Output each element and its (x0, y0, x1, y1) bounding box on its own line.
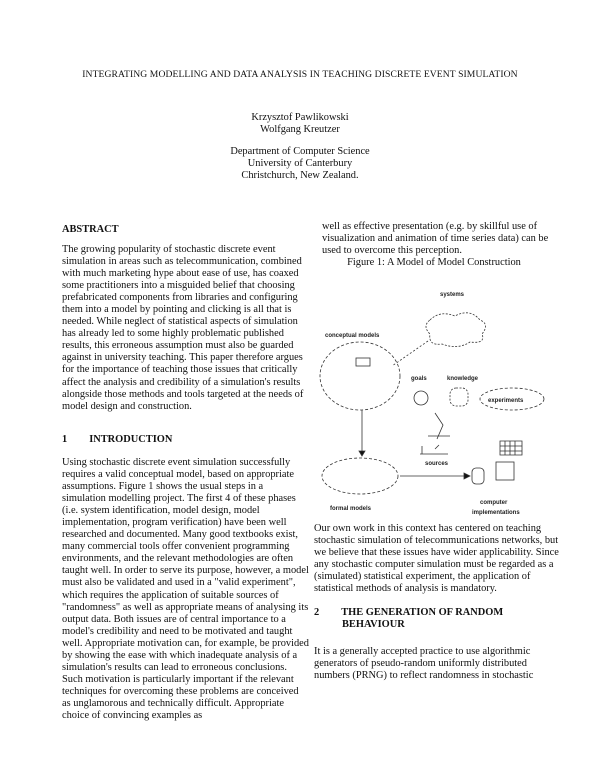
text-line: needed. While neglect of statistical aspects of simulation (62, 316, 298, 328)
text-line: them into a model by pointing and clicking is all that is (62, 304, 292, 316)
affiliation (0, 146, 600, 182)
text-line: taught well. In order to serve its purpose, however, a model (62, 565, 309, 577)
affiliation-line: University of Canterbury (247, 158, 353, 170)
text-line: "randomness" as well as appropriate means of analysing its (62, 601, 309, 613)
text-line: we believe that these issues have wider applicability. Since (314, 547, 559, 559)
right-top-text (322, 221, 548, 257)
label-systems: systems (440, 292, 465, 298)
text-line: which requires the application of suitable sources of (62, 589, 279, 601)
text-line: model's credibility and need to be motivated and taught (62, 625, 293, 637)
text-line: simulation in areas such as telecommunication, combined (62, 256, 302, 268)
label-conceptual-models: conceptual models (325, 333, 380, 339)
systems-cloud-icon (426, 313, 486, 347)
text-line: against in university teaching. This paper therefore argues (62, 352, 303, 364)
text-line: alongside those methods and tools targeted at the needs of (62, 388, 304, 400)
formal-models-ellipse (322, 458, 398, 494)
label-computer: computer (480, 500, 508, 506)
label-implementations: implementations (472, 510, 520, 516)
author: Krzysztof Pawlikowski (251, 112, 349, 123)
abstract-heading: ABSTRACT (62, 224, 119, 235)
text-line: output data. Both issues are of central importance to a (62, 613, 286, 625)
text-line: numbers (PRNG) to reflect randomness in stochastic (314, 670, 534, 682)
text-line: simulation's results can lead to erroneous conclusions. (62, 661, 287, 673)
text-line: for the importance of teaching those issues that critically (62, 364, 298, 376)
affiliation-line: Department of Computer Science (230, 146, 370, 157)
right-paragraph (314, 523, 559, 595)
text-line: any stochastic computer simulation must be regarded as a (314, 559, 554, 571)
text-line: Such motivation is particularly important if the relevant (62, 673, 294, 685)
intro-body (62, 457, 309, 722)
author: Wolfgang Kreutzer (260, 124, 340, 136)
abstract-body (62, 244, 303, 413)
text-line: The growing popularity of stochastic discrete event (62, 244, 276, 255)
text-line: well. Appropriate motivation can, for example, be provided (62, 637, 309, 649)
label-knowledge: knowledge (447, 376, 479, 382)
authors (0, 112, 600, 136)
text-line: It is a generally accepted practice to use algorithmic (314, 646, 531, 657)
text-line: choice of convincing examples as (62, 709, 203, 721)
text-line: stochastic simulation of telecommunications networks, but (314, 535, 559, 547)
text-line: (simulated) statistical experiment, the application of (314, 571, 531, 583)
figure-model-construction (310, 278, 570, 521)
text-line: model design and construction. (62, 400, 192, 412)
text-line: simulation modelling project. The first 4 of these phases (62, 493, 296, 505)
text-line: environments, and the relevant methodologies are often (62, 553, 294, 565)
label-sources: sources (425, 461, 449, 467)
text-line: Using stochastic discrete event simulation successfully (62, 457, 291, 468)
section-title-cont: BEHAVIOUR (342, 619, 405, 631)
text-line: by showing the ease with which inadequate analysis of a (62, 649, 298, 661)
text-line: researched and documented. Many good textbooks exist, (62, 529, 299, 541)
text-line: visualization and animation of time series data) can be (322, 233, 549, 245)
text-line: with much marketing hype about ease of use, has coaxed (62, 268, 299, 280)
figure-caption: Figure 1: A Model of Model Construction (347, 257, 521, 268)
text-line: techniques for overcoming these problems are conceived (62, 685, 299, 697)
label-goals: goals (411, 376, 427, 382)
text-line: requires a valid conceptual model, based on appropriate (62, 469, 294, 481)
text-line: some practitioners into a misguided belief that choosing (62, 280, 295, 292)
section-number: 1 (62, 434, 68, 445)
text-line: has already led to some highly problematic published (62, 328, 284, 340)
text-line: well as effective presentation (e.g. by skillful use of (322, 221, 538, 232)
text-line: Our own work in this context has centered on teaching (314, 523, 542, 534)
text-line: as unglamorous and technically difficult. Appropriate (62, 697, 284, 709)
section2-body (314, 646, 533, 682)
intro-heading (62, 434, 172, 445)
text-line: generators of pseudo-random uniformly distributed (314, 658, 527, 670)
section2-heading (314, 607, 503, 631)
text-line: (i.e. system identification, model design, model (62, 505, 260, 517)
label-formal-models: formal models (330, 506, 372, 512)
text-line: used to overcome this perception. (322, 245, 462, 257)
text-line: affect the analysis and credibility of a simulation's results (62, 376, 301, 388)
text-line: implementation, program verification) have been well (62, 517, 287, 529)
text-line: assumptions. Figure 1 shows the usual steps in a (62, 481, 264, 493)
label-experiments: experiments (488, 398, 524, 404)
text-line: results, this erroneous assumption must also be guarded (62, 340, 294, 352)
text-line: many commercial tools offer convenient programming (62, 541, 290, 553)
section-title: THE GENERATION OF RANDOM (341, 607, 504, 618)
section-title: INTRODUCTION (89, 434, 173, 445)
text-line: statistical methods of analysis is mandatory. (314, 583, 497, 595)
paper-title: INTEGRATING MODELLING AND DATA ANALYSIS IN TEACHING DISCRETE EVENT SIMULATION (82, 69, 518, 80)
conceptual-models-ellipse (320, 342, 400, 410)
section-number: 2 (314, 607, 320, 618)
affiliation-line: Christchurch, New Zealand. (241, 170, 359, 182)
text-line: must also be validated and used in a "valid experiment", (62, 577, 296, 589)
text-line: prefabricated components from libraries and configuring (62, 292, 298, 304)
